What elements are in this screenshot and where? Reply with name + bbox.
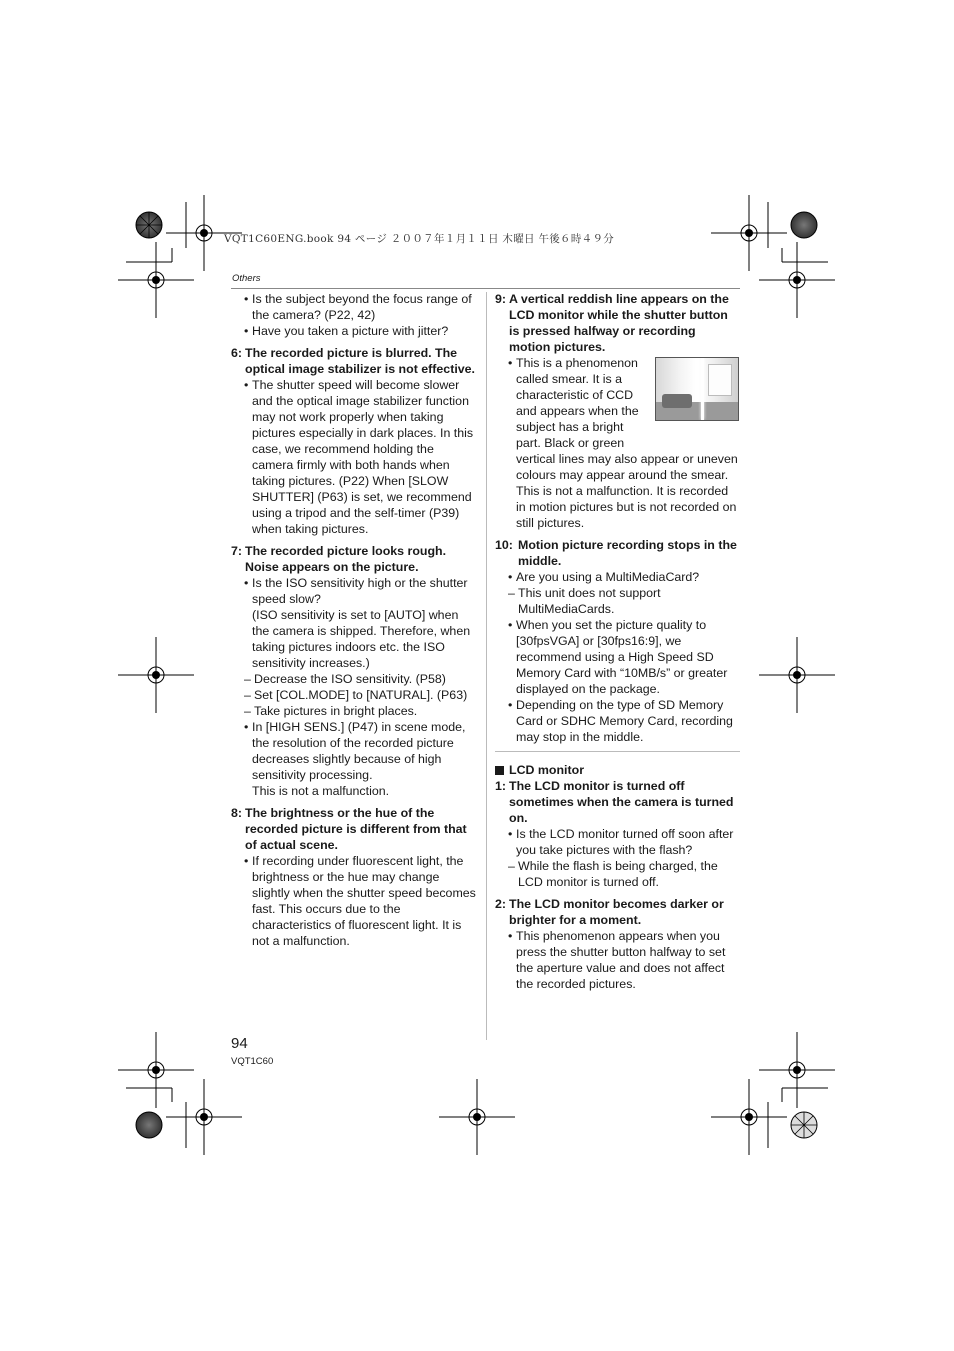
dash-glyph: – — [244, 672, 251, 686]
bullet-glyph: • — [508, 827, 513, 841]
smear-block — [508, 355, 740, 531]
model-code: VQT1C60 — [231, 1056, 274, 1067]
bullet-glyph: • — [244, 292, 249, 306]
item-number: 9: — [495, 292, 507, 306]
item-7-heading — [231, 543, 477, 575]
sub-item-text: Decrease the ISO sensitivity. (P58) — [254, 672, 446, 686]
item-number: 1: — [495, 779, 507, 793]
section-label: Others — [232, 273, 261, 284]
left-column — [231, 291, 477, 949]
sub-item — [244, 687, 477, 703]
dash-glyph: – — [244, 704, 251, 718]
wrapped-line: This is a phenomenon — [516, 356, 638, 370]
item-number: 2: — [495, 897, 507, 911]
bullet-text: Is the subject beyond the focus range of the camera? (P22, 42) — [252, 292, 472, 322]
bullet-text: This phenomenon appears when you press the shutter button halfway to set the aperture value and does not affect the recorded pictures. — [516, 929, 726, 991]
bullet-question: Is the ISO sensitivity high or the shutter speed slow? — [252, 576, 468, 606]
bullet-glyph: • — [508, 570, 513, 584]
sub-item-text: This unit does not support MultiMediaCards. — [518, 586, 661, 616]
bullet-glyph: • — [244, 720, 249, 734]
item-title: Motion picture recording stops in the middle. — [518, 538, 737, 568]
list-item — [508, 569, 740, 585]
wrapped-line: subject has a bright — [516, 420, 624, 434]
item-number: 6: — [231, 346, 243, 360]
item-8-heading — [231, 805, 477, 853]
lcd-item-1-heading — [495, 778, 740, 826]
item-title: The LCD monitor becomes darker or brighter for a moment. — [509, 897, 724, 927]
sub-item-text: Take pictures in bright places. — [254, 704, 418, 718]
sub-item — [508, 858, 740, 890]
wrapped-line: called smear. It is a — [516, 372, 623, 386]
lcd-monitor-section-heading — [495, 762, 740, 778]
sub-item — [244, 671, 477, 687]
sub-item-text: While the flash is being charged, the LCD monitor is turned off. — [518, 859, 718, 889]
bullet-text: Is the LCD monitor turned off soon after you take pictures with the flash? — [516, 827, 734, 857]
bullet-continuation: vertical lines may also appear or uneven colours may appear around the smear. This is not a malfunction. It is recorded in motion pictures but is not recorded on still pictures. — [516, 452, 738, 530]
list-item — [244, 575, 477, 671]
bullet-glyph: • — [244, 576, 249, 590]
bullet-glyph: • — [508, 356, 513, 370]
section-rule — [495, 751, 740, 752]
item-title: The recorded picture looks rough. Noise appears on the picture. — [245, 544, 447, 574]
bullet-text: The shutter speed will become slower and the optical image stabilizer function may not work properly when taking pictures especially in dark places. In this case, we recommend holding the camera firmly with both hands when taking pictures. (P22) When [SLOW SHUTTER] (P63) is set, we recommend using a tripod and the self-timer (P39) when taking pictures. — [252, 378, 474, 536]
wrapped-line: part. Black or green — [516, 436, 625, 450]
item-number: 8: — [231, 806, 243, 820]
list-item — [244, 323, 477, 339]
list-item — [244, 291, 477, 323]
dash-glyph: – — [244, 688, 251, 702]
column-divider — [486, 292, 487, 1040]
bullet-text: Are you using a MultiMediaCard? — [516, 570, 700, 584]
sub-item-text: Set [COL.MODE] to [NATURAL]. (P63) — [254, 688, 468, 702]
wrapped-line: characteristic of CCD — [516, 388, 634, 402]
lcd-item-2-heading — [495, 896, 740, 928]
square-bullet-icon — [495, 766, 504, 775]
header-rule — [231, 288, 740, 289]
right-column — [495, 291, 740, 992]
bullet-glyph: • — [244, 324, 249, 338]
sub-item — [244, 703, 477, 719]
bullet-text: If recording under fluorescent light, the brightness or the hue may change slightly when the shutter speed becomes fast. This occurs due to the characteristics of fluorescent light. It is not a malfunction. — [252, 854, 476, 948]
item-number: 7: — [231, 544, 243, 558]
bullet-glyph: • — [244, 378, 249, 392]
item-title: The brightness or the hue of the recorded picture is different from that of actual scene. — [245, 806, 467, 852]
item-10-heading — [495, 537, 740, 569]
item-9-heading — [495, 291, 740, 355]
bullet-statement: In [HIGH SENS.] (P47) in scene mode, the resolution of the recorded picture decreases slightly because of high sensitivity processing. — [252, 720, 466, 782]
list-item — [508, 697, 740, 745]
list-item — [508, 928, 740, 992]
bullet-text: Depending on the type of SD Memory Card or SDHC Memory Card, recording may stop in the middle. — [516, 698, 733, 744]
print-header: VQT1C60ENG.book 94 ページ ２００７年１月１１日 木曜日 午後６時４９分 — [224, 233, 615, 245]
bullet-note: This is not a malfunction. — [252, 784, 390, 798]
bullet-note: (ISO sensitivity is set to [AUTO] when the camera is shipped. Therefore, when taking pictures indoors etc. the ISO sensitivity increases.) — [252, 608, 471, 670]
bullet-text — [252, 719, 477, 799]
wrapped-line: and appears when the — [516, 404, 639, 418]
bullet-text: Have you taken a picture with jitter? — [252, 324, 449, 338]
bullet-glyph: • — [508, 929, 513, 943]
item-title: The LCD monitor is turned off sometimes when the camera is turned on. — [509, 779, 734, 825]
list-item — [508, 617, 740, 697]
list-item — [244, 853, 477, 949]
item-title: A vertical reddish line appears on the LCD monitor while the shutter button is pressed halfway or recording motion pictures. — [509, 292, 729, 354]
dash-glyph: – — [508, 586, 515, 600]
item-6-heading — [231, 345, 477, 377]
bullet-glyph: • — [508, 698, 513, 712]
dash-glyph: – — [508, 859, 515, 873]
section-title: LCD monitor — [509, 763, 585, 777]
bullet-glyph: • — [508, 618, 513, 632]
smear-example-photo — [655, 357, 739, 421]
bullet-text — [252, 575, 477, 671]
bullet-glyph: • — [244, 854, 249, 868]
list-item — [244, 719, 477, 799]
list-item — [244, 377, 477, 537]
sub-item — [508, 585, 740, 617]
bullet-text: When you set the picture quality to [30fpsVGA] or [30fps16:9], we recommend using a High Speed SD Memory Card with “10MB/s” or greater displayed on the package. — [516, 618, 728, 696]
list-item — [508, 826, 740, 858]
item-title: The recorded picture is blurred. The optical image stabilizer is not effective. — [245, 346, 475, 376]
item-number: 10: — [495, 538, 513, 552]
page-number: 94 — [231, 1035, 248, 1052]
